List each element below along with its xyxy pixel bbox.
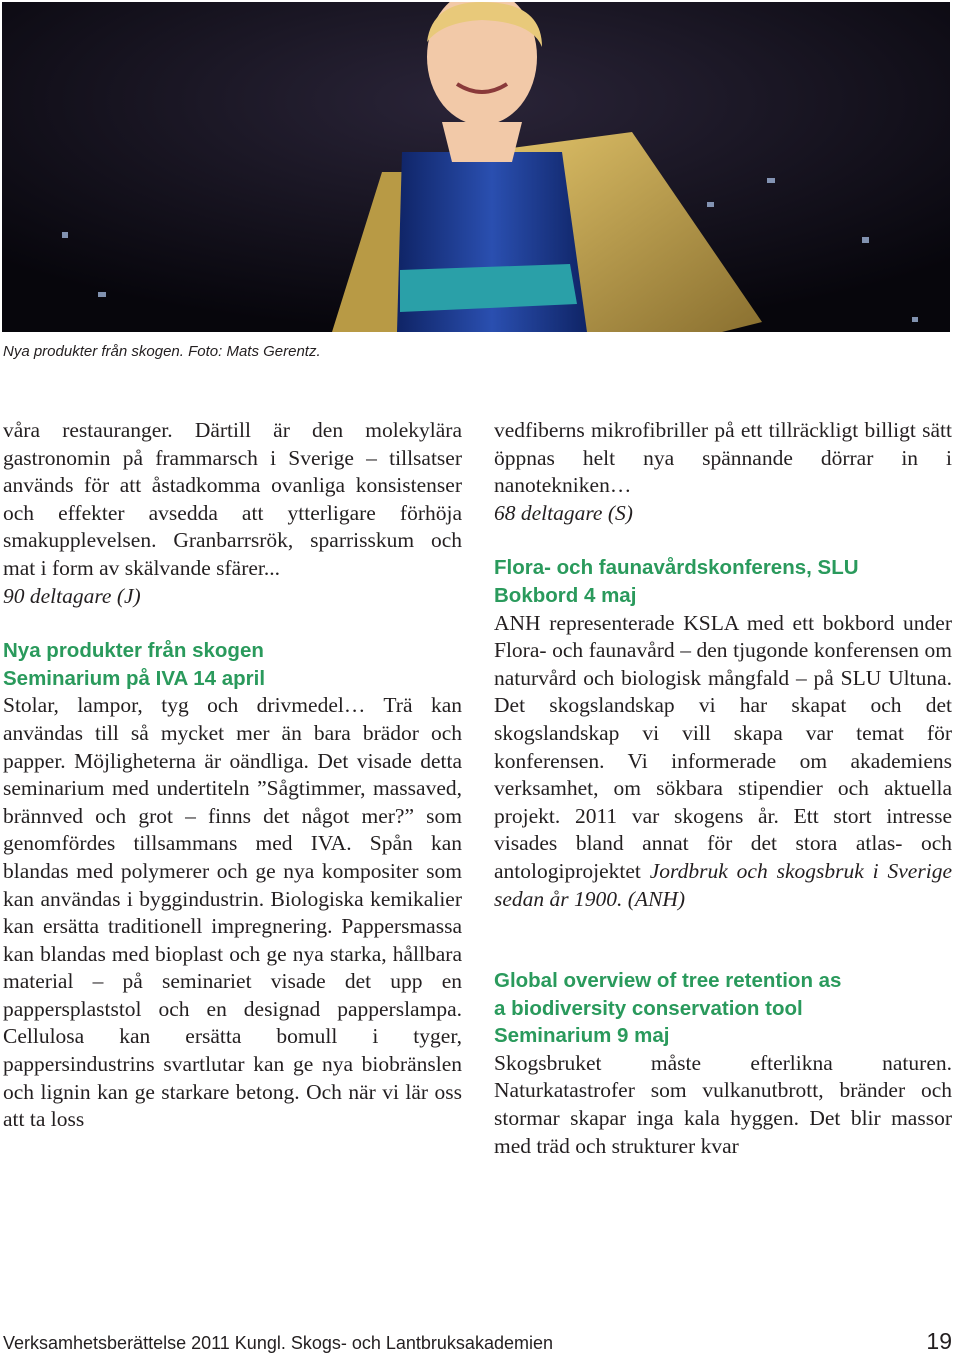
section-title-line-2: a biodiversity conservation tool <box>494 996 803 1020</box>
intro-paragraph: våra restauranger. Därtill är den molekylära gastronomin på frammarsch i Sverige – tillsatser används för att åstadkomma ovanliga konsistenser och effekter avsedda att ytterligare förhöja smakupplevelsen. Granbarrsrök, sparrisskum och mat i form av skälvande sfärer... <box>3 418 462 580</box>
section-title-line-1: Global overview of tree retention as <box>494 969 842 993</box>
section-subtitle: Seminarium 9 maj <box>494 1024 670 1048</box>
participant-count: 68 deltagare (S) <box>494 500 633 525</box>
section-title: Flora- och faunavårdskonferens, SLU <box>494 556 859 580</box>
right-column <box>494 417 952 1160</box>
continued-paragraph: vedfiberns mikrofibriller på ett tillräckligt billigt sätt öppnas helt nya spännande dörrar in i nanotekniken… <box>494 418 952 498</box>
section-body: Skogsbruket måste efterlikna naturen. Naturkatastrofer som vulkanutbrott, bränder och stormar skapar inga kala hyggen. Det blir massor med träd och strukturer kvar <box>494 1050 952 1158</box>
footer-publication: Verksamhetsberättelse 2011 Kungl. Skogs- och Lantbruksakademien <box>3 1333 553 1353</box>
photo-caption: Nya produkter från skogen. Foto: Mats Gerentz. <box>3 343 321 360</box>
photo <box>2 2 950 332</box>
left-column <box>3 417 462 1134</box>
book-title: Jordbruk och skogsbruk i Sverige sedan år 1900. (ANH) <box>494 858 952 911</box>
section-body-text: ANH representerade KSLA med ett bokbord under Flora- och faunavård – den tjugonde konferensen om naturvård och biologisk mångfald – på SLU Ultuna. Det skogslandskap vi har skapat och det skogslandskap vi vill skapa var temat för konferensen. Vi informerade om akademiens verksamhet, om sökbara stipendier och aktuella projekt. 2011 var skogens år. Ett stort intresse visades bland annat för det stora atlas- och antologiprojektet <box>494 610 952 883</box>
page-number: 19 <box>926 1328 952 1354</box>
section-body <box>494 610 952 914</box>
section-body: Stolar, lampor, tyg och drivmedel… Trä kan användas till så mycket mer än bara brädor och papper. Möjligheterna är oändliga. Det visade detta seminarium med undertiteln ”Sågtimmer, massaved, brännved och grot – finns det något mer?” som genomfördes tillsammans med IVA. Spån kan blandas med polymerer och ge nya kompositer som kan användas i byggindustrin. Biologiska kemikalier kan ersätta traditionell impregnering. Pappersmassa kan blandas med bioplast och ge nya starka, hållbara material – på seminariet visade det upp en pappersplaststol och en designad papperslampa. Cellulosa kan ersätta bomull i tyger, pappersindustrins svartlutar kan ge nya biobränslen och lignin kan ge starkare betong. Och när vi lär oss att ta loss <box>3 693 462 1132</box>
section-subtitle: Bokbord 4 maj <box>494 583 637 607</box>
photo-illustration <box>2 2 950 332</box>
participant-count: 90 deltagare (J) <box>3 583 141 608</box>
section-title: Nya produkter från skogen <box>3 639 264 663</box>
section-subtitle: Seminarium på IVA 14 april <box>3 666 266 690</box>
